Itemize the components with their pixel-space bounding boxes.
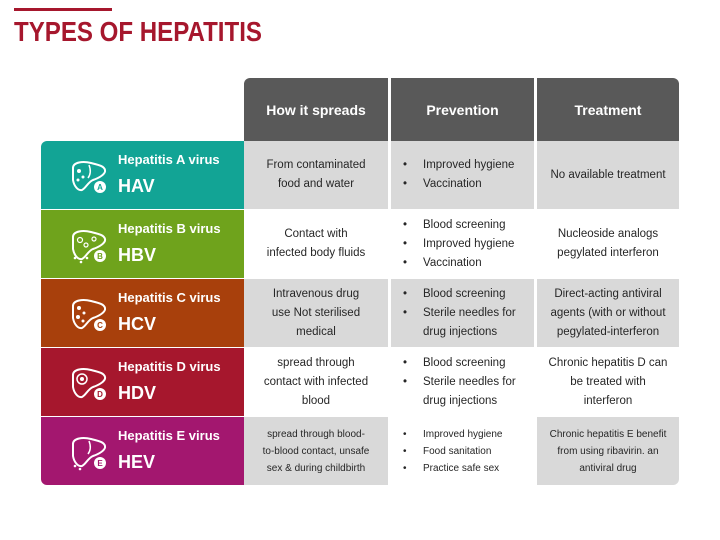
virus-name: Hepatitis C virus [118,290,221,305]
liver-icon [69,156,109,196]
cell-treatment-hev: Chronic hepatitis E benefit from using ribavirin. an antiviral drug [537,417,679,485]
liver-icon [69,363,109,403]
liver-icon [69,294,109,334]
row-label-hav [41,141,244,209]
row-label-hcv [41,279,244,347]
table-row-hcv [41,279,679,347]
row-label-hdv [41,348,244,416]
header-treatment: Treatment [537,78,679,141]
cell-treatment-hbv: Nucleoside analogs pegylated interferon [537,210,679,278]
virus-abbr: HAV [118,176,155,196]
table-row-hbv [41,210,679,278]
title-accent-bar [14,8,112,11]
virus-abbr: HEV [118,452,156,472]
cell-spreads-hcv: Intravenous drug use Not sterilised medical [244,279,388,347]
cell-prevention-hev: • Improved hygiene • Food sanitation • Practice safe sex [391,417,534,485]
cell-treatment-hcv: Direct-acting antiviral agents (with or without pegylated-interferon [537,279,679,347]
badge-letter: C [97,321,103,330]
page-title: TYPES OF HEPATITIS [14,16,262,47]
cell-spreads-hev: spread through blood- to-blood contact, unsafe sex & during childbirth [244,417,388,485]
badge-letter: D [97,390,103,399]
header-how-it-spreads: How it spreads [244,78,388,141]
row-label-hbv [41,210,244,278]
virus-name: Hepatitis B virus [118,221,221,236]
badge-letter: E [97,459,103,468]
table-row-hev [41,417,679,485]
table-row-hdv [41,348,679,416]
virus-abbr: HBV [118,245,157,265]
cell-spreads-hbv: Contact with infected body fluids [244,210,388,278]
badge-letter: A [97,183,103,192]
cell-treatment-hav: No available treatment [537,141,679,209]
virus-name: Hepatitis A virus [118,152,220,167]
header-prevention: Prevention [391,78,534,141]
virus-abbr: HDV [118,383,157,403]
cell-prevention-hcv: • Blood screening • Sterile needles for drug injections [391,279,534,347]
virus-name: Hepatitis E virus [118,428,220,443]
liver-icon [69,432,109,472]
cell-spreads-hdv: spread through contact with infected blood [244,348,388,416]
virus-name: Hepatitis D virus [118,359,221,374]
cell-prevention-hdv: • Blood screening • Sterile needles for drug injections [391,348,534,416]
cell-prevention-hav: • Improved hygiene • Vaccination [391,141,534,209]
row-label-hev [41,417,244,485]
cell-treatment-hdv: Chronic hepatitis D can be treated with interferon [537,348,679,416]
badge-letter: B [97,252,103,261]
liver-icon [69,225,109,265]
cell-prevention-hbv: • Blood screening • Improved hygiene • Vaccination [391,210,534,278]
table-row-hav [41,141,679,209]
cell-spreads-hav: From contaminated food and water [244,141,388,209]
virus-abbr: HCV [118,314,157,334]
